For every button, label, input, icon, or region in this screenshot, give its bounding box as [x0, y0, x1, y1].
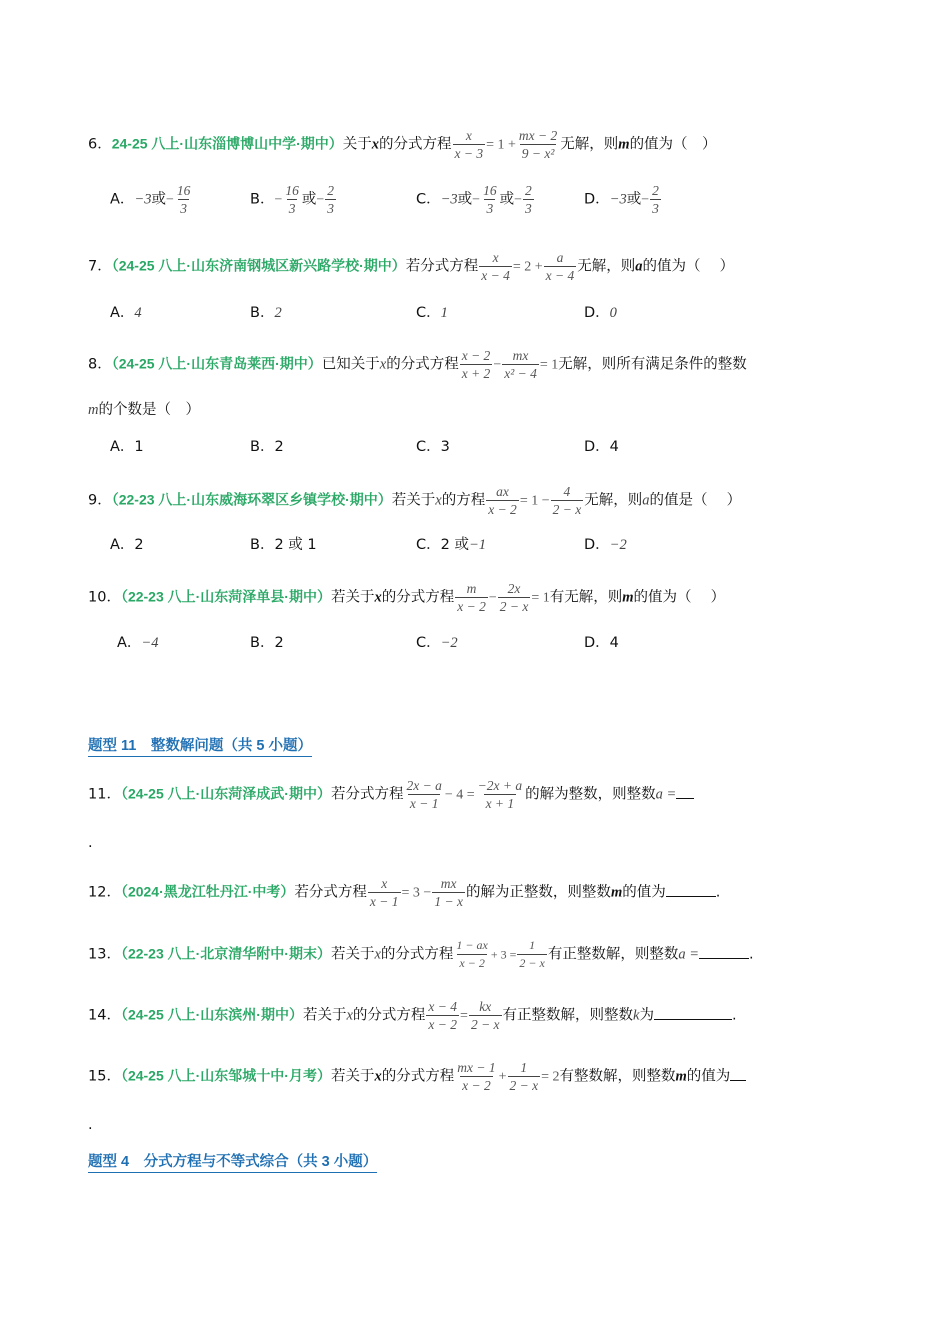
question-text: 有正整数解，则整数 [502, 1007, 634, 1024]
option-label: B． [250, 305, 275, 321]
option-a[interactable] [110, 302, 142, 324]
option-value: 1 [440, 305, 448, 321]
option-a[interactable] [110, 183, 193, 216]
operator: − [514, 192, 522, 208]
numerator: x [465, 128, 472, 143]
option-text: 或 [301, 191, 317, 208]
math-var: a [642, 492, 650, 509]
question-6 [88, 128, 870, 161]
question-text: 为 [639, 1007, 654, 1024]
numerator: m [466, 581, 477, 596]
denominator: 3 [327, 201, 335, 216]
options-9 [110, 534, 870, 558]
math-var: x [346, 1007, 353, 1024]
options-7 [110, 302, 870, 326]
denominator: 2 − x [499, 599, 529, 614]
denominator: x² − 4 [504, 366, 537, 381]
question-number: 10． [88, 589, 121, 606]
fraction [175, 183, 193, 216]
fraction [460, 348, 493, 381]
denominator: 3 [486, 201, 494, 216]
denominator: x − 2 [462, 1078, 491, 1093]
numerator: −2x + a [477, 778, 523, 793]
denominator: x − 4 [545, 268, 575, 283]
answer-blank[interactable] [676, 798, 694, 799]
question-number: 8． [88, 356, 112, 373]
option-value: −4 [141, 635, 159, 651]
question-10 [88, 581, 870, 614]
question-source: （22-23 八上·山东威海环翠区乡镇学校·期中） [111, 491, 392, 508]
question-text: 的个数是（ ） [98, 402, 200, 418]
denominator: 2 − x [519, 956, 545, 970]
numerator: mx [440, 876, 457, 891]
answer-blank[interactable] [654, 1019, 732, 1020]
option-label: D． [584, 537, 610, 553]
denominator: 3 [652, 201, 659, 216]
operator: = 2 [541, 1069, 560, 1085]
question-9 [88, 484, 870, 517]
numerator: 2x [507, 581, 521, 596]
math-var: a = [678, 946, 700, 963]
option-label: C． [416, 635, 441, 651]
operator: = 2 + [512, 259, 543, 275]
question-source: （24-25 八上·山东济南钢城区新兴路学校·期中） [111, 257, 406, 274]
fraction [650, 183, 661, 216]
numerator: x − 2 [461, 348, 491, 363]
option-a[interactable] [117, 632, 158, 654]
fraction [523, 183, 534, 216]
option-b[interactable]: B．2 或 1 [250, 537, 317, 553]
question-text: 的值为 [686, 1068, 731, 1085]
operator: = 1 + [486, 137, 516, 153]
fraction [426, 999, 459, 1032]
numerator: 16 [285, 183, 299, 198]
question-text: 无解，则 [584, 492, 643, 509]
option-label: D． [584, 305, 610, 321]
numerator: 1 [520, 1060, 528, 1075]
option-d[interactable] [584, 302, 617, 324]
answer-blank[interactable] [699, 958, 749, 959]
option-c[interactable] [416, 302, 448, 324]
question-8 [88, 348, 870, 381]
section-heading-4: 题型 4 分式方程与不等式综合（共 3 小题） [88, 1150, 377, 1173]
question-text: 关于 [342, 136, 372, 153]
question-source: （2024·黑龙江牡丹江·中考） [120, 883, 295, 900]
question-source: （22-23 八上·北京清华附中·期末） [120, 945, 331, 962]
math-var: x [379, 356, 387, 373]
operator: − [316, 192, 325, 208]
denominator: x − 1 [369, 894, 399, 909]
question-number: 14． [88, 1007, 121, 1024]
fraction [368, 876, 401, 909]
option-value: −2 [609, 537, 627, 553]
options-8 [110, 436, 870, 460]
option-c[interactable] [416, 183, 535, 216]
numerator: x [381, 876, 388, 891]
question-text: 的分式方程 [381, 1068, 455, 1085]
option-label: C． [416, 305, 441, 321]
question-8-line2 [88, 399, 870, 421]
question-text: 若分式方程 [294, 884, 367, 901]
question-11-line2: . [88, 835, 93, 851]
math-var: m [618, 136, 630, 153]
numerator: mx [512, 348, 529, 363]
question-text: 若分式方程 [330, 786, 404, 803]
denominator: x − 1 [409, 796, 439, 811]
option-c[interactable] [416, 632, 458, 654]
question-text: 若分式方程 [405, 258, 479, 275]
numerator: 16 [176, 183, 191, 198]
option-value: −2 [440, 635, 458, 651]
operator: = 1 [531, 590, 550, 606]
question-source: （22-23 八上·山东菏泽单县·期中） [120, 588, 331, 605]
question-text: 的方程 [441, 492, 486, 509]
numerator: 16 [483, 183, 497, 198]
denominator: x − 2 [428, 1017, 458, 1032]
option-value: 4 [134, 305, 142, 321]
fraction [486, 484, 519, 517]
question-13 [88, 938, 870, 971]
math-var: x [371, 136, 380, 153]
question-source: （24-25 八上·山东菏泽成武·期中） [120, 785, 331, 802]
operator: − [493, 357, 502, 373]
question-text: 的分式方程 [386, 356, 459, 373]
math-var: m [675, 1068, 687, 1085]
operator: − [641, 192, 650, 208]
math-var: x [374, 589, 382, 606]
question-text: 无解，则 [577, 258, 636, 275]
numerator: 1 [529, 938, 536, 952]
fraction [517, 128, 559, 161]
option-text: 或 [151, 191, 166, 208]
option-label: A． [110, 305, 135, 321]
option-d[interactable]: D．4 [584, 439, 619, 455]
denominator: 2 − x [552, 502, 582, 517]
operator: − [165, 192, 174, 208]
fraction [455, 581, 488, 614]
question-text: 的分式方程 [380, 946, 454, 963]
math-var: x [374, 1068, 382, 1085]
question-text: 若关于 [391, 492, 436, 509]
option-c[interactable] [416, 534, 486, 556]
option-b[interactable]: B．2 [250, 439, 284, 455]
question-text: . [731, 1007, 737, 1024]
question-source: （24-25 八上·山东青岛莱西·期中） [111, 355, 322, 372]
option-a[interactable]: A．1 [110, 439, 144, 455]
question-text: 若关于 [330, 946, 375, 963]
numerator: 2 [327, 183, 335, 198]
option-b[interactable]: B．2 [250, 635, 284, 651]
question-source: 24-25 八上·山东淄博博山中学·期中） [111, 135, 343, 152]
option-value: −3 [609, 191, 627, 208]
question-number: 13． [88, 946, 121, 963]
question-source: （24-25 八上·山东滨州·期中） [120, 1006, 303, 1023]
question-12 [88, 876, 870, 909]
denominator: x − 4 [481, 268, 510, 283]
option-label: C． [416, 191, 441, 208]
math-var: m [610, 884, 623, 901]
math-var: x [374, 946, 381, 963]
numerator: 1 − ax [456, 938, 488, 952]
option-text: 或 [499, 191, 515, 208]
option-label: B． [250, 191, 275, 208]
answer-blank[interactable] [730, 1080, 746, 1081]
question-number: 9． [88, 492, 112, 509]
option-label: A． [117, 635, 142, 651]
numerator: 2 [652, 183, 659, 198]
section-heading-11: 题型 11 整数解问题（共 5 小题） [88, 734, 312, 757]
question-number: 11． [88, 786, 121, 803]
fraction [453, 128, 486, 161]
fraction [469, 999, 502, 1032]
question-text: 的值为 [622, 884, 666, 901]
question-15 [88, 1060, 870, 1093]
option-a[interactable]: A．2 [110, 537, 144, 553]
option-c[interactable]: C．3 [416, 439, 450, 455]
denominator: 3 [288, 201, 296, 216]
question-text: 的解为整数，则整数 [525, 786, 656, 803]
option-label: D． [584, 191, 610, 208]
math-var: a [635, 258, 643, 275]
denominator: 1 − x [434, 894, 463, 909]
option-value: −1 [468, 537, 487, 553]
denominator: 2 − x [509, 1078, 539, 1093]
fraction [283, 183, 301, 216]
question-text: 无解，则 [560, 136, 619, 153]
math-var: k [633, 1007, 640, 1024]
denominator: x − 2 [488, 502, 517, 517]
question-11 [88, 778, 870, 811]
denominator: 3 [180, 201, 187, 216]
question-number: 6． [88, 136, 112, 153]
numerator: 4 [563, 484, 571, 499]
fraction [325, 183, 336, 216]
question-14 [88, 999, 870, 1032]
numerator: x − 4 [428, 999, 458, 1014]
denominator: 2 − x [470, 1017, 500, 1032]
numerator: kx [479, 999, 492, 1014]
operator: = 3 − [401, 885, 432, 901]
denominator: x + 1 [485, 796, 515, 811]
operator: = [460, 1008, 468, 1024]
option-b[interactable] [250, 183, 337, 216]
fraction [551, 484, 584, 517]
operator: − [488, 590, 497, 606]
question-text: 若关于 [302, 1007, 347, 1024]
option-d[interactable] [584, 183, 662, 216]
question-text: 的分式方程 [381, 589, 455, 606]
option-text: 或 [626, 191, 642, 208]
numerator: ax [496, 484, 509, 499]
question-text: 有整数解，则整数 [559, 1068, 676, 1085]
question-text: 的值为（ ） [633, 589, 726, 606]
numerator: x [492, 250, 499, 265]
fraction [508, 1060, 541, 1093]
answer-blank[interactable] [666, 896, 716, 897]
numerator: a [556, 250, 564, 265]
question-number: 7． [88, 258, 112, 275]
question-text: 已知关于 [321, 356, 380, 373]
fraction [476, 778, 524, 811]
denominator: x − 3 [454, 146, 484, 161]
question-text: 的值为（ ） [642, 258, 735, 275]
question-number: 15． [88, 1068, 121, 1085]
fraction [455, 1060, 497, 1093]
question-text: 的解为正整数，则整数 [465, 884, 611, 901]
option-label: A． [110, 191, 135, 208]
denominator: x + 2 [461, 366, 491, 381]
option-text: 或 [457, 191, 473, 208]
options-6 [110, 183, 870, 216]
question-text: . [715, 884, 721, 901]
fraction [498, 581, 531, 614]
question-7 [88, 250, 870, 283]
operator: − [472, 192, 481, 208]
numerator: 2 [524, 183, 532, 198]
question-text: 有正整数解，则整数 [547, 946, 679, 963]
operator: + [498, 1069, 507, 1085]
question-text: 的值为（ ） [629, 136, 717, 153]
option-value: −3 [134, 191, 152, 208]
operator: = 1 − [519, 493, 550, 509]
fraction [479, 250, 512, 283]
numerator: 2x − a [406, 778, 442, 793]
question-text: 的分式方程 [379, 136, 452, 153]
math-var: m [88, 402, 99, 418]
options-10 [117, 632, 877, 656]
option-d[interactable]: D．4 [584, 635, 619, 651]
question-text: . [749, 946, 754, 963]
fraction [404, 778, 443, 811]
option-label: C．2 或 [416, 537, 469, 553]
math-var: a = [655, 786, 677, 803]
option-value: −3 [440, 191, 458, 208]
denominator: 3 [524, 201, 532, 216]
denominator: x − 2 [457, 599, 486, 614]
fraction [432, 876, 465, 909]
denominator: 9 − x² [521, 146, 555, 161]
math-var: m [622, 589, 634, 606]
question-text: 若关于 [330, 1068, 375, 1085]
question-text: 有无解，则 [549, 589, 623, 606]
question-15-line2: . [88, 1117, 93, 1133]
fraction [454, 938, 489, 971]
option-value: 0 [609, 305, 617, 321]
operator: − 4 = [444, 787, 475, 803]
denominator: x − 2 [459, 956, 485, 970]
question-text: 的分式方程 [352, 1007, 426, 1024]
fraction [502, 348, 539, 381]
fraction [544, 250, 577, 283]
operator: + 3 = [490, 947, 517, 962]
question-text: 若关于 [330, 589, 375, 606]
question-source: （24-25 八上·山东邹城十中·月考） [120, 1067, 331, 1084]
numerator: mx − 2 [518, 128, 558, 143]
option-b[interactable] [250, 302, 282, 324]
question-text: 的值是（ ） [649, 492, 742, 509]
question-text: 无解，则所有满足条件的整数 [558, 356, 747, 373]
numerator: mx − 1 [457, 1060, 496, 1075]
fraction [517, 938, 546, 971]
option-value: 2 [274, 305, 282, 321]
question-number: 12． [88, 884, 121, 901]
fraction [481, 183, 499, 216]
operator: = 1 [539, 357, 559, 373]
option-d[interactable] [584, 534, 627, 556]
operator: − [274, 192, 283, 208]
math-var: x [435, 492, 442, 509]
